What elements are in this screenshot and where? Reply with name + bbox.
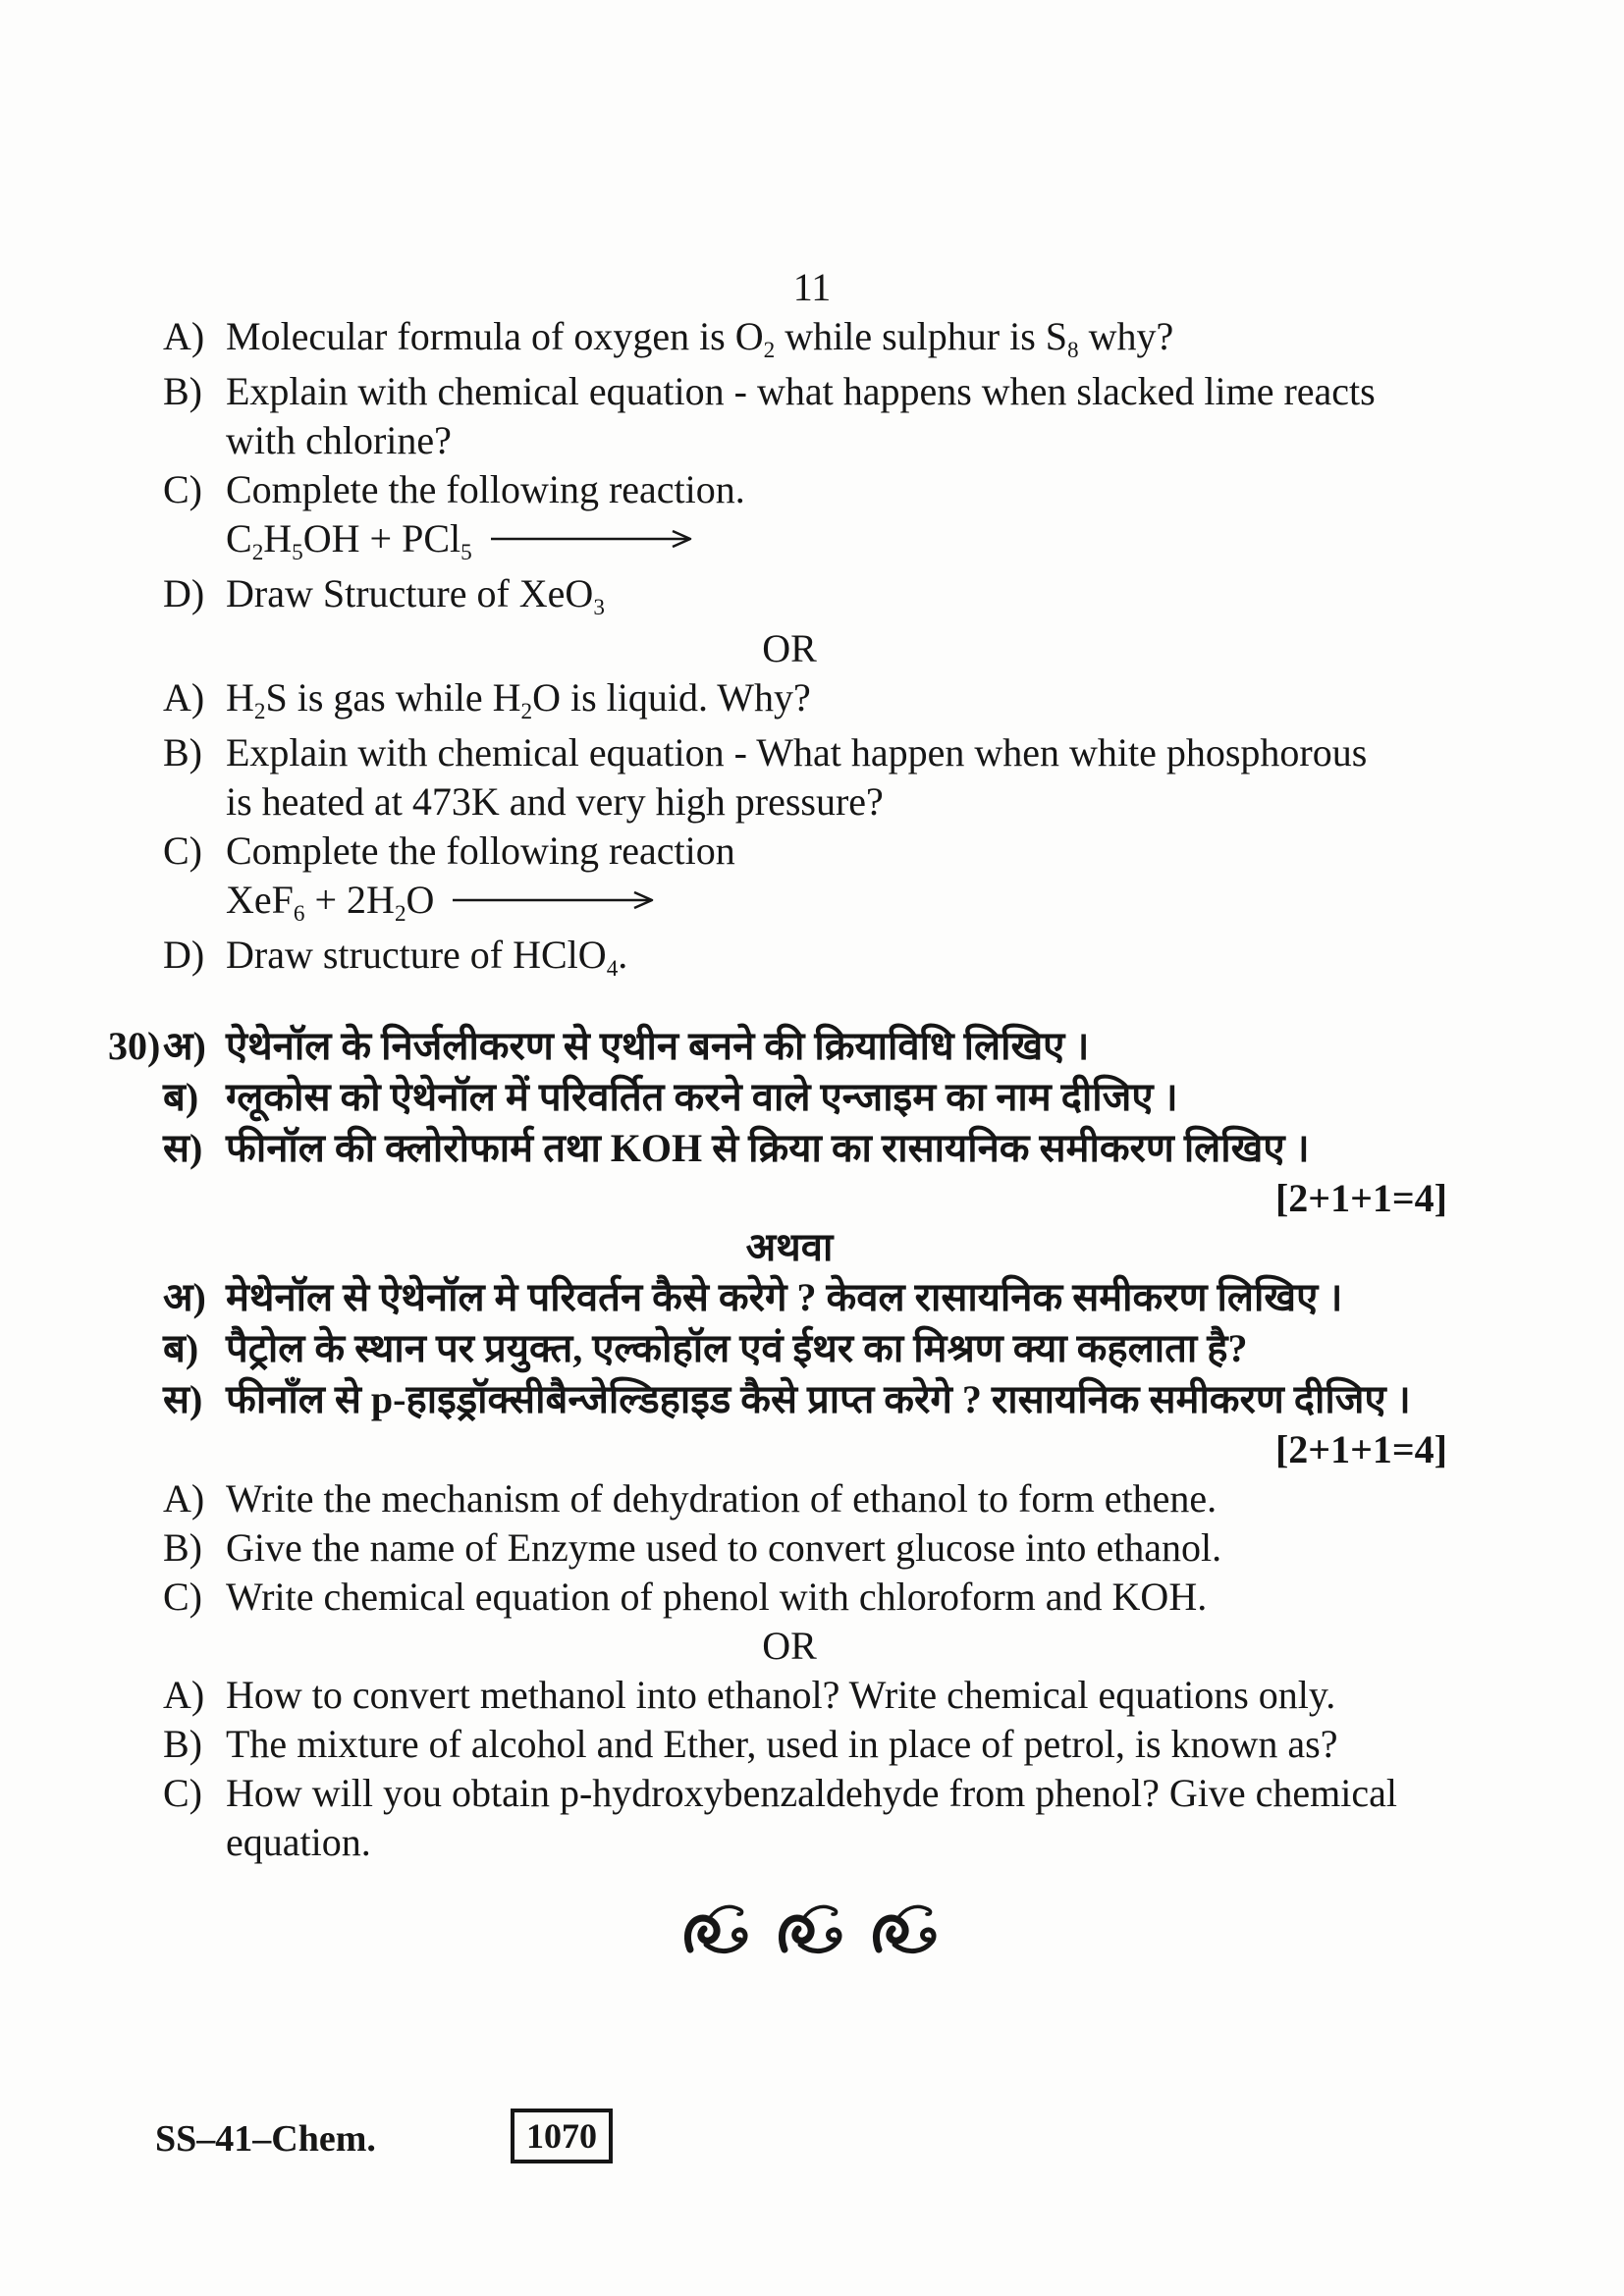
item-text (226, 728, 1471, 827)
or-divider: OR (762, 626, 817, 670)
question-item (163, 465, 1471, 569)
section-gap (108, 986, 1471, 1021)
item-label: ब) (163, 1075, 199, 1119)
item-label: अ) (163, 1024, 206, 1068)
question-item (163, 1720, 1471, 1769)
item-text-line: equation. (226, 1820, 371, 1864)
item-text (226, 1374, 1471, 1425)
item-label: A) (163, 675, 205, 720)
question-item (163, 1323, 1471, 1374)
paper-code: SS–41–Chem. (155, 2118, 376, 2160)
marks-badge: [2+1+1=4] (1274, 1176, 1447, 1220)
item-text (226, 673, 1471, 728)
item-text-line: Write the mechanism of dehydration of ethanol to form ethene. (226, 1476, 1218, 1521)
item-text-line: Complete the following reaction (226, 828, 735, 873)
question-item (163, 1523, 1471, 1573)
reaction-arrow-icon (450, 889, 661, 911)
item-label: C) (163, 467, 202, 511)
question-item (163, 728, 1471, 827)
item-label: C) (163, 1771, 202, 1815)
question-item (163, 673, 1471, 728)
item-text-line: फीनाँल से p-हाइड्रॉक्सीबैन्जेल्डिहाइड कैसे प्राप्त करेगे ? रासायनिक समीकरण दीजिए । (226, 1377, 1411, 1421)
question-item (163, 569, 1471, 624)
item-text-line: Explain with chemical equation - what happens when slacked lime reacts (226, 369, 1376, 413)
question-item (163, 1272, 1471, 1323)
reaction-arrow-icon (488, 528, 699, 550)
flourish-icon (867, 1900, 946, 1955)
question-item (163, 1573, 1471, 1622)
question-item (163, 1123, 1471, 1174)
item-label: B) (163, 730, 202, 774)
item-text-line: Explain with chemical equation - What happen when white phosphorous (226, 730, 1368, 774)
item-text-line: Draw structure of HClO$_4$. (226, 933, 628, 982)
item-text-line: फीनॉल की क्लोरोफार्म तथा KOH से क्रिया का रासायनिक समीकरण लिखिए । (226, 1126, 1310, 1170)
item-label: स) (163, 1377, 203, 1421)
item-text (226, 931, 1471, 986)
athva-divider: अथवा (745, 1225, 834, 1269)
item-text-line: The mixture of alcohol and Ether, used in place of petrol, is known as? (226, 1722, 1338, 1766)
item-text-line: How will you obtain p-hydroxybenzaldehyde from phenol? Give chemical (226, 1771, 1397, 1815)
item-text-line: ग्लूकोस को ऐथेनॉल में परिवर्तित करने वाले एन्जाइम का नाम दीजिए । (226, 1075, 1178, 1119)
question-item (163, 312, 1471, 367)
question-item (163, 827, 1471, 931)
item-text-line: Give the name of Enzyme used to convert glucose into ethanol. (226, 1525, 1222, 1570)
item-text (226, 827, 1471, 931)
marks-badge: [2+1+1=4] (1274, 1427, 1447, 1471)
item-text-line: Draw Structure of XeO$_3$ (226, 571, 605, 620)
question-item (163, 1374, 1471, 1425)
item-text (226, 1671, 1471, 1720)
item-label: B) (163, 369, 202, 413)
flourish-divider (0, 1900, 1624, 1960)
item-text (226, 1769, 1471, 1867)
item-label: स) (163, 1126, 203, 1170)
item-text (226, 1072, 1471, 1123)
item-text-line: Write chemical equation of phenol with chloroform and KOH. (226, 1575, 1208, 1619)
flourish-icon (773, 1900, 851, 1955)
item-text-line: ऐथेनॉल के निर्जलीकरण से एथीन बनने की क्रियाविधि लिखिए । (226, 1024, 1090, 1068)
item-label: B) (163, 1525, 202, 1570)
item-text (226, 367, 1471, 465)
item-text-line: $H_2S$ is gas while $H_2O$ is liquid. Why? (226, 675, 811, 724)
item-text (226, 1123, 1471, 1174)
question-item (163, 1474, 1471, 1523)
question-item (163, 1671, 1471, 1720)
item-label: C) (163, 828, 202, 873)
item-text-line: with chlorine? (226, 418, 452, 462)
item-text-line: Complete the following reaction. (226, 467, 745, 511)
item-text-line: $XeF_6 + 2H_2O$ (226, 876, 1471, 931)
question-item (163, 367, 1471, 465)
item-text (226, 1272, 1471, 1323)
question-item (163, 931, 1471, 986)
item-label: A) (163, 1476, 205, 1521)
item-label: C) (163, 1575, 202, 1619)
item-text-line: मेथेनॉल से ऐथेनॉल मे परिवर्तन कैसे करेगे ? केवल रासायनिक समीकरण लिखिए । (226, 1275, 1343, 1319)
item-text-line: is heated at 473K and very high pressure? (226, 779, 884, 824)
item-label: ब) (163, 1326, 199, 1370)
item-text (226, 1021, 1471, 1072)
item-label: B) (163, 1722, 202, 1766)
question-number: 30) (108, 1024, 161, 1068)
item-text (226, 312, 1471, 367)
question-item (108, 1021, 1471, 1072)
item-text-line: How to convert methanol into ethanol? Write chemical equations only. (226, 1673, 1336, 1717)
item-text-line: पैट्रोल के स्थान पर प्रयुक्त, एल्कोहॉल एवं ईथर का मिश्रण क्या कहलाता है? (226, 1326, 1248, 1370)
question-content (108, 312, 1471, 1867)
question-item (163, 1769, 1471, 1867)
flourish-icon (678, 1900, 757, 1955)
item-text-line: $C_2H_5OH + PCl_5$ (226, 514, 1471, 569)
item-label: D) (163, 933, 205, 977)
item-label: A) (163, 1673, 205, 1717)
item-text (226, 1573, 1471, 1622)
item-label: अ) (163, 1275, 206, 1319)
question-item (163, 1072, 1471, 1123)
item-text-line: Molecular formula of oxygen is $O_2$ while sulphur is $S_8$ why? (226, 314, 1174, 363)
item-text (226, 1474, 1471, 1523)
paper-number-box: 1070 (511, 2109, 613, 2163)
page-number: 11 (792, 265, 832, 309)
item-text (226, 569, 1471, 624)
item-label: D) (163, 571, 205, 615)
item-text (226, 465, 1471, 569)
item-text (226, 1323, 1471, 1374)
item-text (226, 1720, 1471, 1769)
or-divider: OR (762, 1624, 817, 1668)
item-label: A) (163, 314, 205, 358)
item-text (226, 1523, 1471, 1573)
